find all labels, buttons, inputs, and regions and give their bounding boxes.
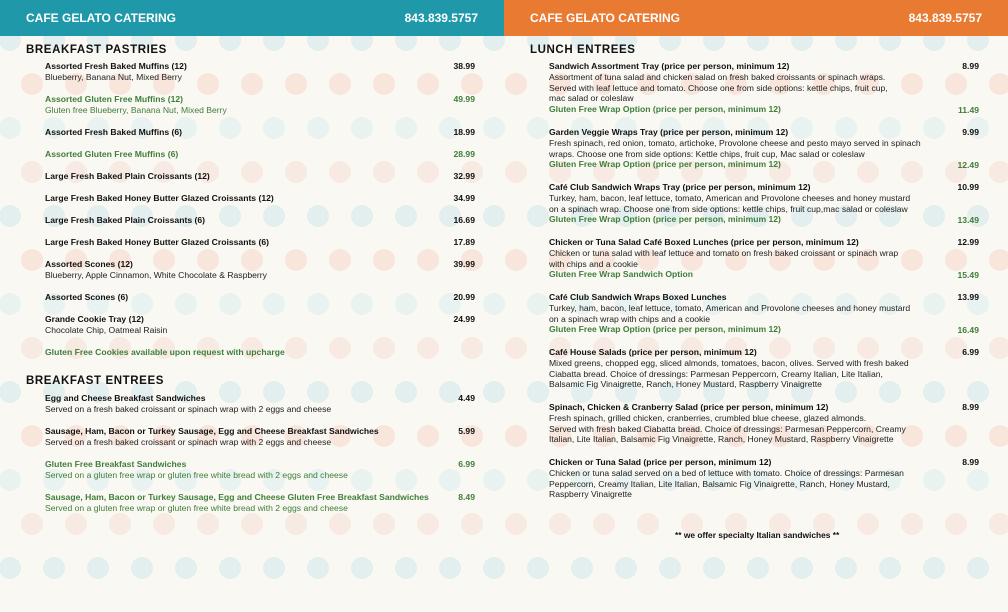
gluten-free-option: Gluten Free Wrap Option (price per person, minimum 12): [549, 214, 781, 225]
item-name: Assorted Scones (6): [45, 292, 129, 302]
item-desc-line: Fresh spinach, grilled chicken, cranberries, crumbled blue cheese, glazed almonds.: [549, 412, 867, 423]
item-price: 24.99: [453, 314, 475, 324]
item-price: 13.99: [957, 292, 979, 302]
item-price: 20.99: [453, 292, 475, 302]
item-price: 8.49: [458, 492, 475, 502]
item-desc-line: Ciabatta bread. Choice of dressings: Parmesan Peppercorn, Creamy Italian, Lite Italian,: [549, 368, 883, 379]
gluten-free-price: 15.49: [957, 270, 979, 280]
gluten-free-price: 13.49: [957, 215, 979, 225]
item-price: 8.99: [962, 457, 979, 467]
item-desc-line: mac salad or coleslaw: [549, 93, 634, 104]
item-desc-line: Served with leaf lettuce and tomato. Choose one from side options: kettle chips, fruit cup,: [549, 82, 888, 93]
item-name: Large Fresh Baked Plain Croissants (6): [45, 215, 205, 225]
item-desc-line: with chips and a cookie: [549, 258, 638, 269]
phone-number-right[interactable]: 843.839.5757: [908, 11, 982, 25]
item-name: Chicken or Tuna Salad (price per person, minimum 12): [549, 457, 772, 467]
item-desc-line: Raspberry Vinaigrette: [549, 489, 632, 500]
gluten-free-price: 12.49: [957, 160, 979, 170]
menu-item-gluten-free: [45, 149, 178, 160]
item-price: 6.99: [458, 459, 475, 469]
specialty-sandwich-note: ** we offer specialty Italian sandwiches **: [675, 530, 840, 540]
item-name: Sausage, Ham, Bacon or Turkey Sausage, Egg and Cheese Gluten Free Breakfast Sandwiches: [45, 492, 429, 502]
item-name: Large Fresh Baked Honey Butter Glazed Croissants (12): [45, 193, 274, 203]
item-desc: Gluten free Blueberry, Banana Nut, Mixed Berry: [45, 104, 227, 115]
item-price: 5.99: [458, 426, 475, 436]
item-desc-line: on a spinach wrap. Choose one from side options: kettle chips, fruit cup,mac salad or coleslaw: [549, 203, 908, 214]
menu-item-gluten-free: [45, 492, 429, 514]
item-desc-line: Fresh spinach, red onion, tomato, artichoke, Provolone cheese and pesto mayo served in spinach: [549, 137, 921, 148]
gluten-free-option: Gluten Free Wrap Option (price per person, minimum 12): [549, 104, 781, 115]
item-price: 8.99: [962, 61, 979, 71]
menu-item: [549, 127, 921, 170]
item-name: Chicken or Tuna Salad Café Boxed Lunches (price per person, minimum 12): [549, 237, 859, 247]
left-header-bar: [0, 0, 504, 36]
item-name: Sandwich Assortment Tray (price per person, minimum 12): [549, 61, 790, 71]
item-desc-line: Served with fresh baked Ciabatta bread. Choice of dressings: Parmesan Peppercorn, Creamy: [549, 423, 906, 434]
menu-item: [549, 457, 904, 500]
menu-item-gluten-free: [45, 459, 348, 481]
phone-number[interactable]: 843.839.5757: [404, 11, 478, 25]
menu-item: [549, 182, 910, 225]
item-desc: Blueberry, Banana Nut, Mixed Berry: [45, 71, 182, 82]
brand-name-right: CAFE GELATO CATERING: [530, 11, 680, 25]
item-desc-line: Assortment of tuna salad and chicken salad on fresh baked croissants or spinach wraps.: [549, 71, 886, 82]
item-name: Assorted Scones (12): [45, 259, 133, 269]
item-name: Assorted Fresh Baked Muffins (6): [45, 127, 183, 137]
brand-name: CAFE GELATO CATERING: [26, 11, 176, 25]
item-price: 49.99: [453, 94, 475, 104]
menu-item: [45, 61, 187, 83]
gluten-free-option: Gluten Free Wrap Sandwich Option: [549, 269, 694, 280]
menu-item: [45, 215, 205, 226]
item-name: Assorted Gluten Free Muffins (12): [45, 94, 183, 104]
item-price: 12.99: [957, 237, 979, 247]
right-menu-page: [504, 0, 1008, 612]
item-desc: Blueberry, Apple Cinnamon, White Chocolate & Raspberry: [45, 269, 267, 280]
item-name: Large Fresh Baked Honey Butter Glazed Croissants (6): [45, 237, 269, 247]
menu-item: [45, 171, 210, 182]
item-price: 28.99: [453, 149, 475, 159]
item-price: 38.99: [453, 61, 475, 71]
item-name: Grande Cookie Tray (12): [45, 314, 144, 324]
section-title-breakfast-entrees: BREAKFAST ENTREES: [26, 375, 164, 387]
item-name: Gluten Free Breakfast Sandwiches: [45, 459, 187, 469]
menu-item: [549, 292, 910, 335]
item-name: Spinach, Chicken & Cranberry Salad (price per person, minimum 12): [549, 402, 829, 412]
item-desc-line: Italian, Lite Italian, Balsamic Fig Vinaigrette, Ranch, Honey Mustard, Raspberry Vinaigrette: [549, 434, 894, 445]
item-desc-line: Turkey, ham, bacon, leaf lettuce, tomato, American and Provolone cheeses and honey mustard: [549, 192, 911, 203]
item-name: Assorted Fresh Baked Muffins (12): [45, 61, 187, 71]
item-desc-line: Chicken or tuna salad with leaf lettuce and tomato on fresh baked croissant or spinach wrap: [549, 247, 899, 258]
item-desc-line: on a spinach wrap with chips and a cookie: [549, 313, 710, 324]
section-title-breakfast-pastries: BREAKFAST PASTRIES: [26, 44, 167, 56]
item-price: 39.99: [453, 259, 475, 269]
menu-item: [45, 127, 182, 138]
item-name: Café Club Sandwich Wraps Tray (price per person, minimum 12): [549, 182, 811, 192]
item-price: 34.99: [453, 193, 475, 203]
gluten-free-option: Gluten Free Wrap Option (price per person, minimum 12): [549, 159, 781, 170]
menu-item: [549, 237, 898, 280]
right-header-bar: [504, 0, 1008, 36]
item-price: 8.99: [962, 402, 979, 412]
item-name: Sausage, Ham, Bacon or Turkey Sausage, Egg and Cheese Breakfast Sandwiches: [45, 426, 379, 436]
gluten-free-cookies-note: Gluten Free Cookies available upon request with upcharge: [45, 347, 285, 357]
item-desc: Chocolate Chip, Oatmeal Raisin: [45, 324, 168, 335]
menu-item: [45, 292, 128, 303]
item-desc-line: wraps. Choose one from side options: Kettle chips, fruit cup, Mac salad or coleslaw: [549, 148, 865, 159]
item-price: 32.99: [453, 171, 475, 181]
menu-item: [45, 426, 379, 448]
menu-item: [549, 402, 906, 445]
menu-item-gluten-free: [45, 94, 227, 116]
item-price: 17.89: [453, 237, 475, 247]
gluten-free-option: Gluten Free Wrap Option (price per person, minimum 12): [549, 324, 781, 335]
item-price: 10.99: [957, 182, 979, 192]
item-price: 9.99: [962, 127, 979, 137]
item-desc: Served on a gluten free wrap or gluten free white bread with 2 eggs and cheese: [45, 502, 348, 513]
menu-item: [549, 347, 909, 390]
item-name: Café Club Sandwich Wraps Boxed Lunches: [549, 292, 727, 302]
gluten-free-price: 11.49: [957, 105, 979, 115]
item-desc: Served on a fresh baked croissant or spinach wrap with 2 eggs and cheese: [45, 436, 332, 447]
item-name: Café House Salads (price per person, minimum 12): [549, 347, 757, 357]
menu-item: [45, 237, 269, 248]
item-name: Large Fresh Baked Plain Croissants (12): [45, 171, 210, 181]
menu-item: [549, 61, 888, 115]
menu-item: [45, 393, 331, 415]
item-desc-line: Turkey, ham, bacon, leaf lettuce, tomato, American and Provolone cheeses and honey mustard: [549, 302, 911, 313]
menu-item: [45, 314, 167, 336]
item-name: Assorted Gluten Free Muffins (6): [45, 149, 179, 159]
gluten-free-price: 16.49: [957, 325, 979, 335]
menu-item: [45, 259, 267, 281]
item-desc: Served on a gluten free wrap or gluten free white bread with 2 eggs and cheese: [45, 469, 348, 480]
item-desc-line: Mixed greens, chopped egg, sliced almonds, tomatoes, bacon, olives. Served with fresh baked: [549, 357, 909, 368]
item-desc-line: Peppercorn, Creamy Italian, Lite Italian, Balsamic Fig Vinaigrette, Ranch, Honey Mustard,: [549, 478, 890, 489]
item-desc-line: Chicken or tuna salad served on a bed of lettuce with tomato. Choice of dressings: Parmesan: [549, 467, 904, 478]
item-price: 4.49: [458, 393, 475, 403]
item-price: 6.99: [962, 347, 979, 357]
item-price: 16.69: [453, 215, 475, 225]
item-desc-line: Balsamic Fig Vinaigrette, Ranch, Honey Mustard, Raspberry Vinaigrette: [549, 379, 822, 390]
item-price: 18.99: [453, 127, 475, 137]
item-name: Egg and Cheese Breakfast Sandwiches: [45, 393, 206, 403]
menu-item: [45, 193, 274, 204]
item-name: Garden Veggie Wraps Tray (price per person, minimum 12): [549, 127, 789, 137]
item-desc: Served on a fresh baked croissant or spinach wrap with 2 eggs and cheese: [45, 403, 332, 414]
section-title-lunch-entrees: LUNCH ENTREES: [530, 44, 636, 56]
